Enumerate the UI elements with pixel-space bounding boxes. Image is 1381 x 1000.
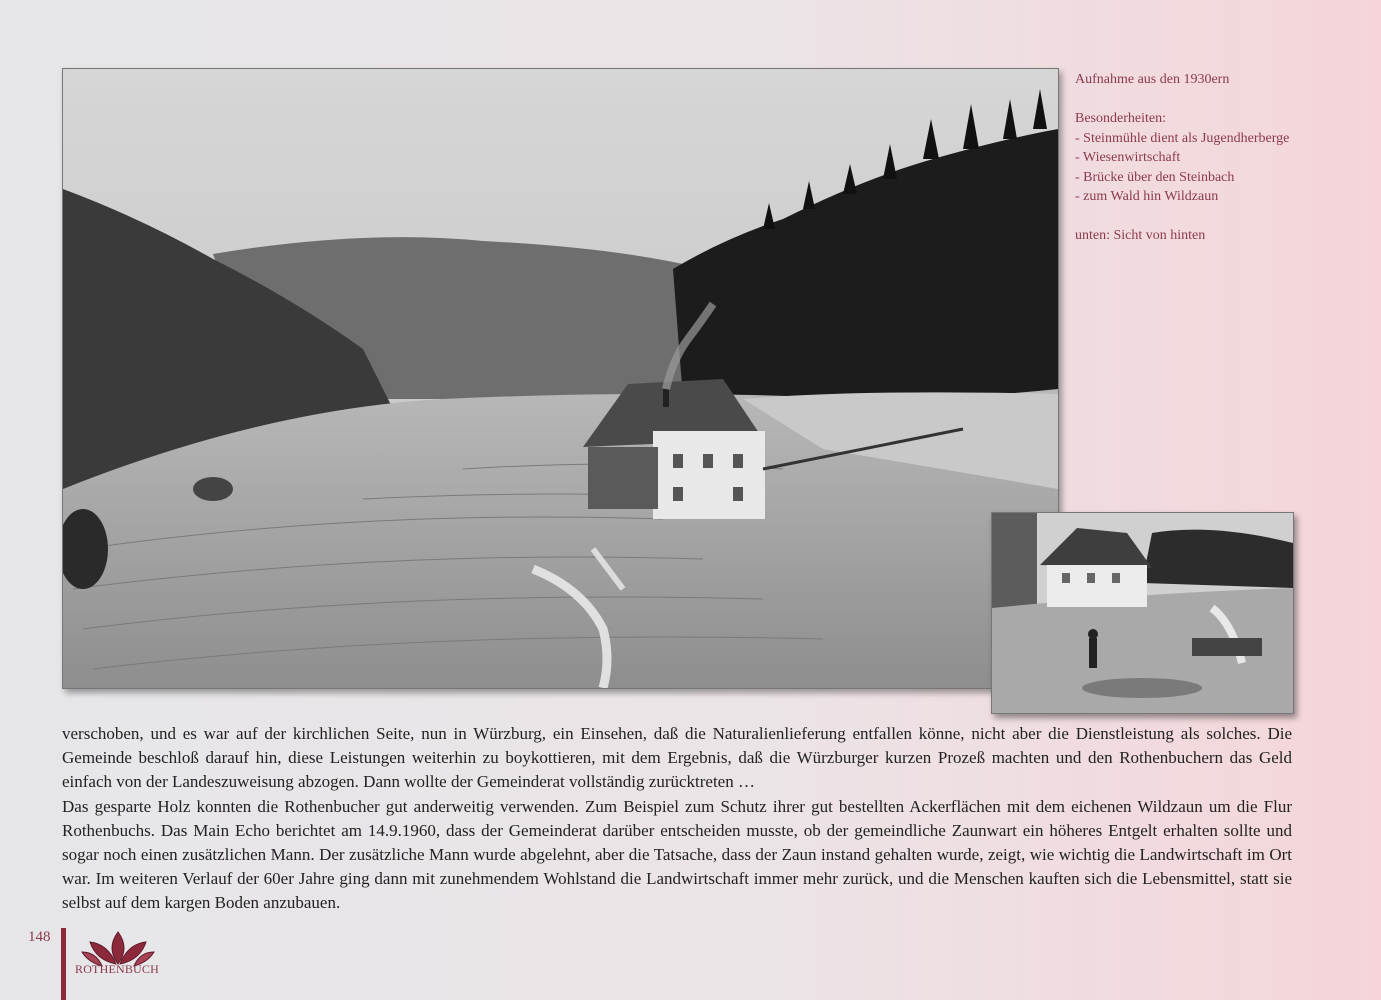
caption-item: - Brücke über den Steinbach bbox=[1075, 169, 1235, 185]
caption-date: Aufnahme aus den 1930ern bbox=[1075, 72, 1230, 87]
body-text bbox=[62, 722, 1292, 916]
page-number: 148 bbox=[28, 929, 51, 945]
footer-accent-bar bbox=[61, 928, 66, 1000]
main-photo bbox=[62, 68, 1059, 689]
body-paragraph: verschoben, und es war auf der kirchlichen Seite, nun in Würzburg, ein Einsehen, daß die Naturalienlieferung entfallen könne, nicht aber die Dienstleistung als solches. Die Gemeinde beschloß darauf hin, diese Leistungen weiterhin zu boykottieren, mit dem Ergebnis, daß die Würzburger kurzen Prozeß machten und den Rothenbuchern das Geld einfach von der Landeszuweisung abzogen. Dann wollte der Gemeinderat vollständig zurücktreten … bbox=[62, 724, 1292, 792]
photo-caption bbox=[1075, 70, 1355, 246]
caption-item: - Steinmühle dient als Jugendherberge bbox=[1075, 130, 1290, 146]
mill-valley-photo-graphic bbox=[63, 69, 1058, 688]
caption-heading: Besonderheiten: bbox=[1075, 111, 1166, 126]
caption-note: unten: Sicht von hinten bbox=[1075, 228, 1206, 243]
caption-item: - zum Wald hin Wildzaun bbox=[1075, 189, 1219, 204]
inset-photo bbox=[991, 512, 1294, 714]
mill-rear-view-photo-graphic bbox=[992, 513, 1293, 713]
caption-item: - Wiesenwirtschaft bbox=[1075, 150, 1181, 165]
logo-text: ROTHENBUCH bbox=[74, 962, 159, 976]
body-paragraph: Das gesparte Holz konnten die Rothenbucher gut anderweitig verwenden. Zum Beispiel zum Schutz ihrer gut bestellten Ackerflächen mit dem eichenen Wildzaun um die Flur Rothenbuchs. Das Main Echo berichtet am 14.9.1960, dass der Gemeinderat darüber entscheiden musste, ob der gemeindliche Zaunwart ein höheres Entgelt erhalten sollte und sogar noch einen zusätzlichen Mann. Der zusätzliche Mann wurde abgelehnt, aber die Tatsache, dass der Zaun instand gehalten wurde, zeigt, wie wichtig die Landwirtschaft im Ort war. Im weiteren Verlauf der 60er Jahre ging dann mit zunehmendem Wohlstand die Landwirtschaft immer mehr zurück, und die Menschen kauften sich die Lebensmittel, statt sie selbst auf dem kargen Boden anzubauen. bbox=[62, 796, 1292, 913]
